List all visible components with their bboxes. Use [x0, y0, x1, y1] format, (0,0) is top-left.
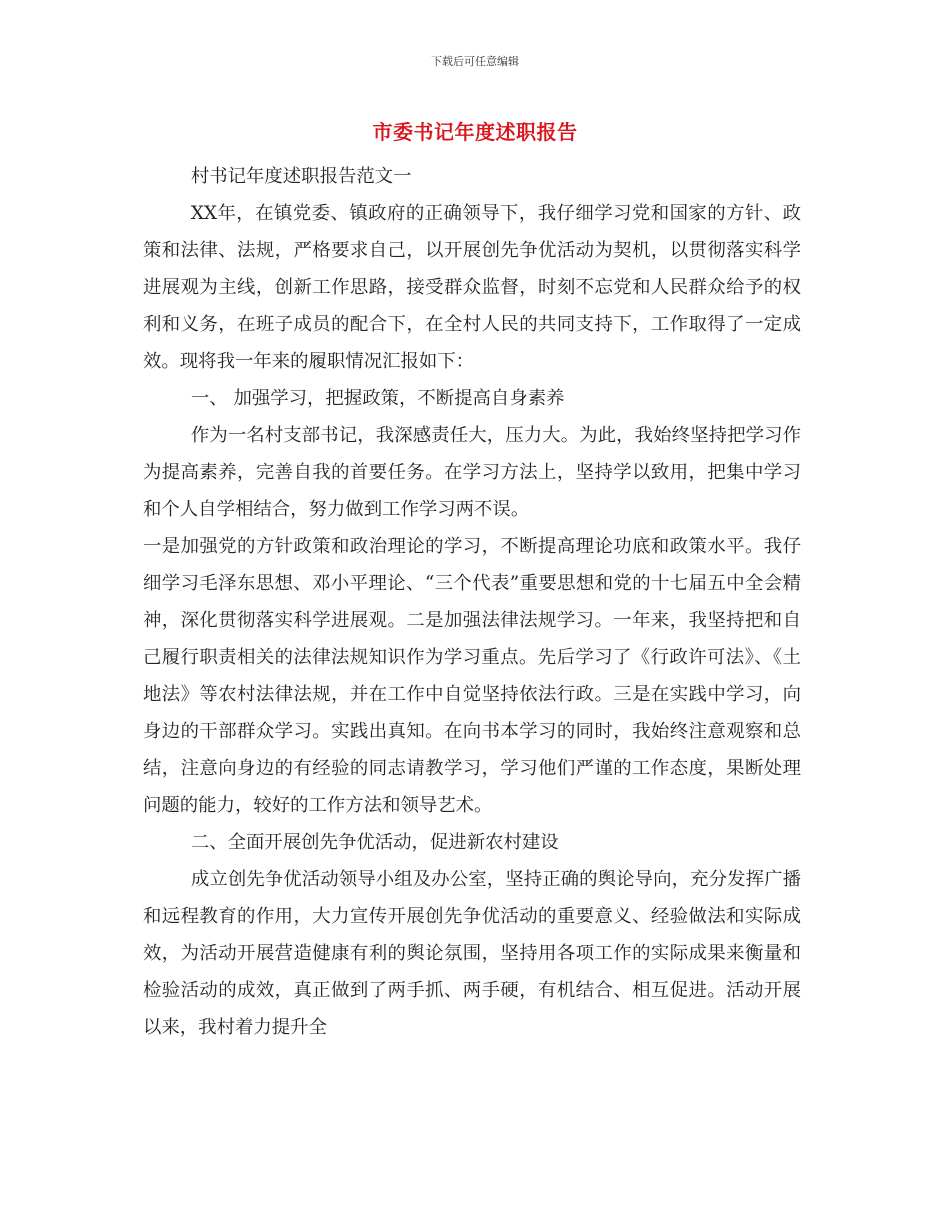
document-body	[143, 158, 801, 1046]
subtitle-paragraph: 村书记年度述职报告范文一	[190, 166, 412, 187]
intro-paragraph: XX年，在镇党委、镇政府的正确领导下，我仔细学习党和国家的方针、政策和法律、法规，严格要求自己，以开展创先争优活动为契机，以贯彻落实科学进展观为主线，创新工作思路，接受群众监督，时刻不忘党和人民群众给予的权利和义务，在班子成员的配合下，在全村人民的共同支持下，工作取得了一定成效。现将我一年来的履职情况汇报如下：	[143, 203, 801, 372]
section-1-paragraph: 作为一名村支部书记，我深感责任大，压力大。为此，我始终坚持把学习作为提高素养，完善自我的首要任务。在学习方法上，坚持学以致用，把集中学习和个人自学相结合，努力做到工作学习两不误。	[143, 425, 801, 520]
section-2-paragraph: 成立创先争优活动领导小组及办公室，坚持正确的舆论导向，充分发挥广播和远程教育的作用，大力宣传开展创先争优活动的重要意义、经验做法和实际成效，为活动开展营造健康有利的舆论氛围，坚持用各项工作的实际成果来衡量和检验活动的成效，真正做到了两手抓、两手硬，有机结合、相互促进。活动开展以来，我村着力提升全	[143, 869, 801, 1038]
section-heading-2: 二、全面开展创先争优活动，促进新农村建设	[190, 832, 559, 853]
document-title: 市委书记年度述职报告	[372, 120, 578, 144]
section-heading-1: 一、 加强学习，把握政策，不断提高自身素养	[190, 388, 565, 409]
header-note: 下载后可任意编辑	[431, 55, 519, 68]
section-1-continuation: 一是加强党的方针政策和政治理论的学习，不断提高理论功底和政策水平。我仔细学习毛泽东思想、邓小平理论、“三个代表”重要思想和党的十七届五中全会精神，深化贯彻落实科学进展观。二是加强法律法规学习。一年来，我坚持把和自己履行职责相关的法律法规知识作为学习重点。先后学习了《行政许可法》、《土地法》等农村法律法规，并在工作中自觉坚持依法行政。三是在实践中学习，向身边的干部群众学习。实践出真知。在向书本学习的同时，我始终注意观察和总结，注意向身边的有经验的同志请教学习，学习他们严谨的工作态度，果断处理问题的能力，较好的工作方法和领导艺术。	[143, 536, 801, 816]
